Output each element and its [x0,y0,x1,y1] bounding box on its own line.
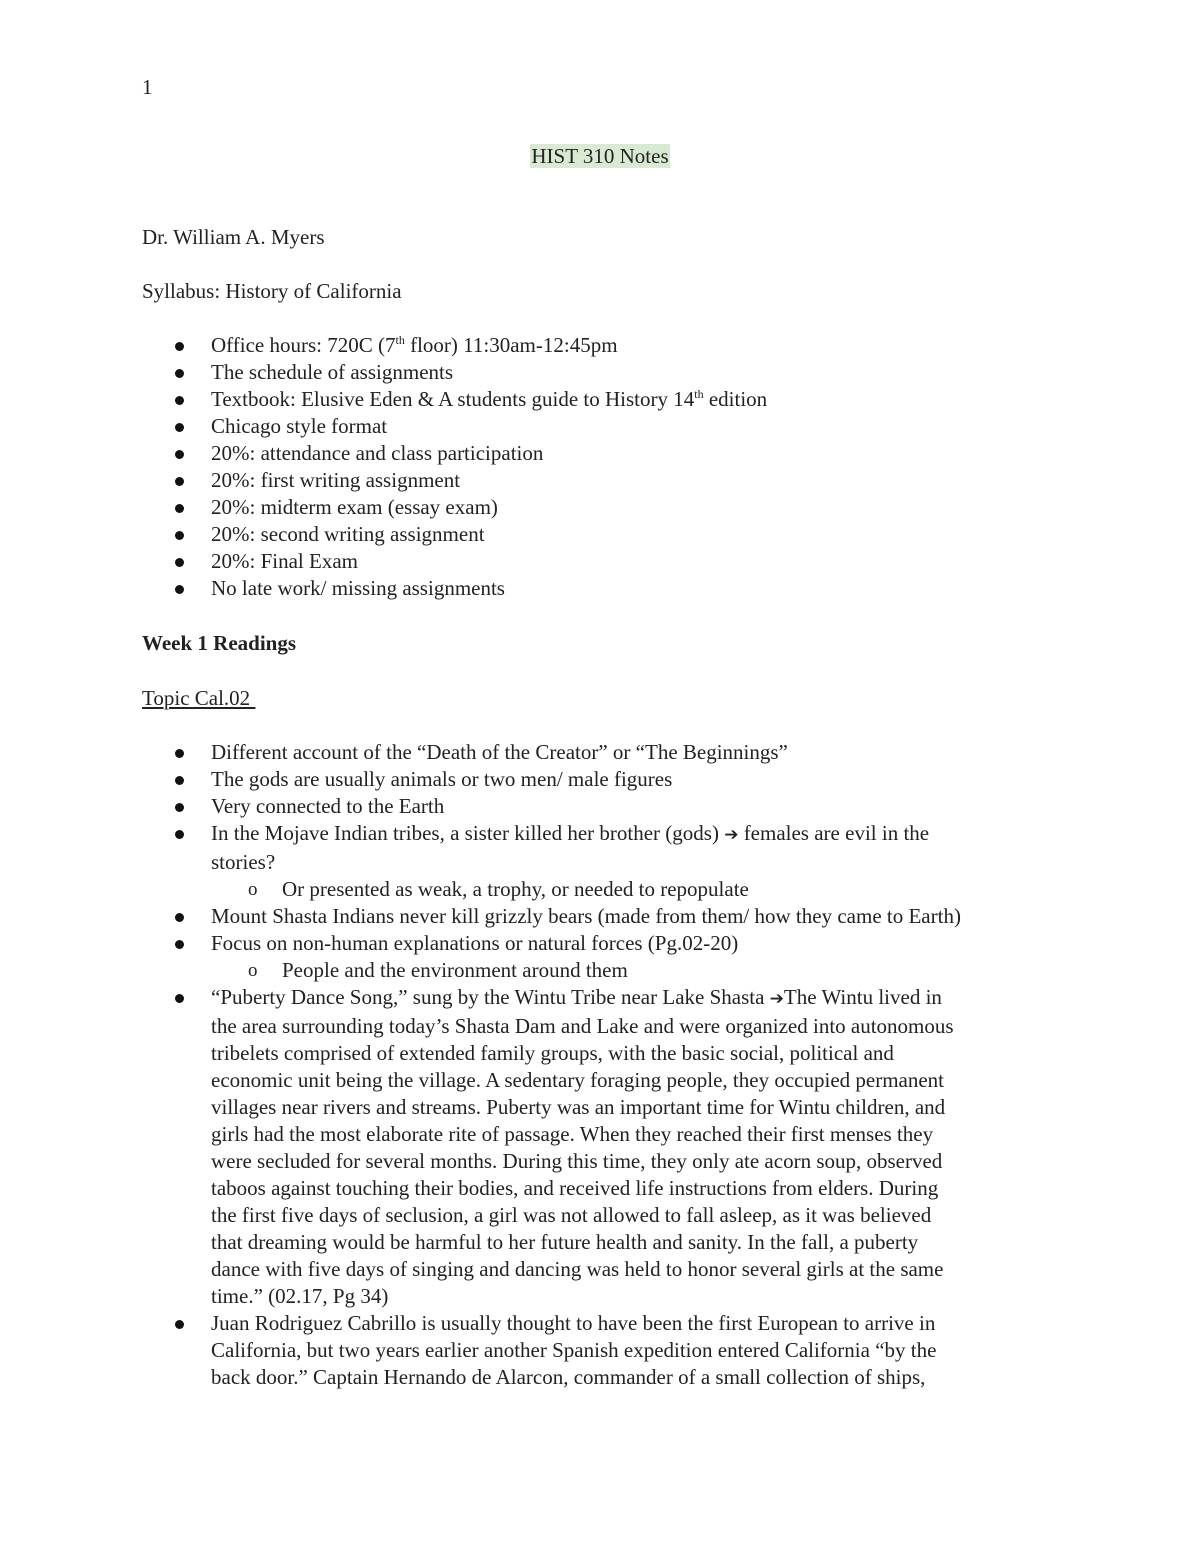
list-item [0,1310,1061,1391]
list-item [0,386,1061,413]
note-text: Very connected to the Earth [211,794,445,818]
note-line: taboos against touching their bodies, and received life instructions from elders. During [211,1176,939,1200]
note-text: The gods are usually animals or two men/ male figures [211,767,673,791]
bullet-icon [175,504,184,513]
list-item [0,548,1061,575]
instructor-name: Dr. William A. Myers [142,225,325,249]
office-hours-post: floor) 11:30am-12:45pm [404,333,618,357]
textbook-pre: Textbook: Elusive Eden & A students guide to History 14 [211,387,695,411]
list-item [0,332,1061,359]
bullet-icon [175,1320,184,1329]
bullet-icon [175,369,184,378]
note-line: girls had the most elaborate rite of passage. When they reached their first menses they [211,1122,934,1146]
note-line: that dreaming would be harmful to her future health and sanity. In the fall, a puberty [211,1230,919,1254]
list-item [0,957,1062,984]
list-item [0,793,1061,820]
note-line: time.” (02.17, Pg 34) [211,1284,389,1308]
bullet-icon [175,423,184,432]
list-item [0,820,1061,876]
note-line: Juan Rodriguez Cabrillo is usually thought to have been the first European to arrive in [211,1311,936,1335]
notes-list [0,739,1062,1391]
list-item [0,930,1061,957]
note-line: villages near rivers and streams. Puberty was an important time for Wintu children, and [211,1095,946,1119]
office-hours-pre: Office hours: 720C (7 [211,333,396,357]
note-text: Or presented as weak, a trophy, or needed to repopulate [282,877,749,901]
list-item [0,876,1062,903]
note-line: the first five days of seclusion, a girl was not allowed to fall asleep, as it was believed [211,1203,932,1227]
list-item [0,739,1061,766]
syllabus-list [0,332,1061,602]
page-number: 1 [142,75,153,99]
note-text: Mount Shasta Indians never kill grizzly bears (made from them/ how they came to Earth) [211,904,961,928]
bullet-icon [175,477,184,486]
note-text: females are evil in the [743,821,930,845]
textbook-sup: th [694,387,704,401]
office-hours-sup: th [395,333,405,347]
syllabus-item-text: 20%: second writing assignment [211,522,485,546]
topic-heading: Topic Cal.02 [142,686,256,710]
bullet-icon [175,342,184,351]
circle-bullet-icon: o [248,879,258,900]
note-text: Focus on non-human explanations or natural forces (Pg.02-20) [211,931,739,955]
list-item [0,766,1061,793]
circle-bullet-icon: o [248,960,258,981]
syllabus-item-text: 20%: midterm exam (essay exam) [211,495,498,519]
list-item [0,413,1061,440]
note-line: dance with five days of singing and dancing was held to honor several girls at the same [211,1257,944,1281]
note-line: economic unit being the village. A sedentary foraging people, they occupied permanent [211,1068,945,1092]
syllabus-heading: Syllabus: History of California [142,279,402,303]
syllabus-item-text: No late work/ missing assignments [211,576,505,600]
list-item [0,359,1061,386]
note-text: In the Mojave Indian tribes, a sister killed her brother (gods) [211,821,719,845]
bullet-icon [175,940,184,949]
note-text: Different account of the “Death of the Creator” or “The Beginnings” [211,740,788,764]
note-line: California, but two years earlier another Spanish expedition entered California “by the [211,1338,937,1362]
syllabus-item-text: 20%: Final Exam [211,549,358,573]
list-item [0,903,1061,930]
bullet-icon [175,830,184,839]
bullet-icon [175,913,184,922]
syllabus-item-text: The schedule of assignments [211,360,454,384]
title-container [0,143,1200,169]
note-line: tribelets comprised of extended family groups, with the basic social, political and [211,1041,894,1065]
note-text: People and the environment around them [282,958,628,982]
bullet-icon [175,450,184,459]
note-line: were secluded for several months. During this time, they only ate acorn soup, observed [211,1149,943,1173]
list-item [0,440,1061,467]
bullet-icon [175,776,184,785]
bullet-icon [175,994,184,1003]
syllabus-item-text: 20%: first writing assignment [211,468,461,492]
bullet-icon [175,396,184,405]
note-line: the area surrounding today’s Shasta Dam and Lake and were organized into autonomous [211,1014,954,1038]
week-heading: Week 1 Readings [142,631,297,655]
bullet-icon [175,531,184,540]
bullet-icon [175,558,184,567]
note-text: The Wintu lived in [783,985,942,1009]
bullet-icon [175,585,184,594]
textbook-post: edition [703,387,768,411]
page-title: HIST 310 Notes [531,144,669,168]
note-text: stories? [211,850,276,874]
arrow-icon: ➔ [724,825,739,845]
list-item [0,521,1061,548]
note-text: “Puberty Dance Song,” sung by the Wintu Tribe near Lake Shasta [211,985,765,1009]
arrow-icon: ➔ [769,989,784,1009]
syllabus-item-text: Chicago style format [211,414,388,438]
list-item [0,984,1061,1310]
bullet-icon [175,803,184,812]
list-item [0,467,1061,494]
list-item [0,494,1061,521]
bullet-icon [175,749,184,758]
note-line: back door.” Captain Hernando de Alarcon, commander of a small collection of ships, [211,1365,926,1389]
list-item [0,575,1061,602]
syllabus-item-text: 20%: attendance and class participation [211,441,544,465]
